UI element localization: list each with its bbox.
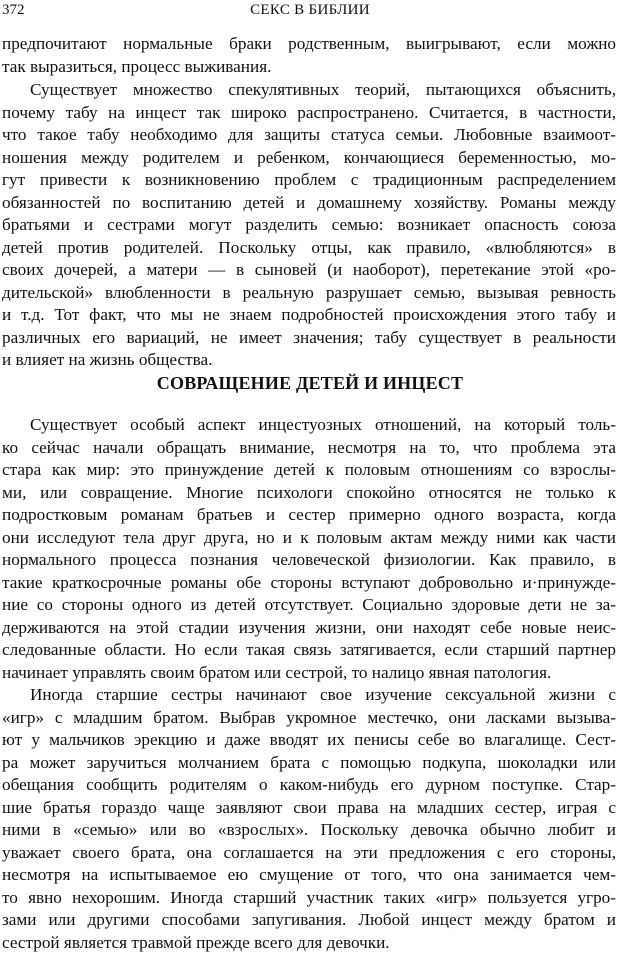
text-line: так выразиться, процесс выживания. xyxy=(2,56,616,79)
paragraph-child-seduction xyxy=(2,414,616,684)
text-line: и влияет на жизнь общества. xyxy=(2,349,616,372)
text-line: гут привести к возникновению проблем с традиционным распределением xyxy=(2,169,616,192)
text-line: ними в «семью» или во «взрослых». Поскольку девочка обычно любит и xyxy=(2,819,616,842)
text-line: нормального процесса познания человеческой физиологии. Как правило, в xyxy=(2,549,616,572)
text-line: ко сейчас начали обращать внимание, несмотря на то, что проблема эта xyxy=(2,437,616,460)
paragraph-sibling-games xyxy=(2,684,616,954)
section-heading: СОВРАЩЕНИЕ ДЕТЕЙ И ИНЦЕСТ xyxy=(0,371,620,395)
text-line: Существует множество спекулятивных теорий, пытающихся объяснить, xyxy=(2,79,616,102)
text-line: ра может заручиться молчанием брата с помощью подкупа, шоколадки или xyxy=(2,752,616,775)
text-line: держиваются на этой стадии изучения жизни, они находят себе новые неис- xyxy=(2,617,616,640)
running-header xyxy=(0,0,620,20)
text-line: сестрой является травмой прежде всего для девочки. xyxy=(2,932,616,954)
text-line: Существует особый аспект инцестуозных отношений, на который толь- xyxy=(2,414,616,437)
paragraph-continuation xyxy=(2,33,616,78)
text-line: Иногда старшие сестры начинают свое изучение сексуальной жизни с xyxy=(2,684,616,707)
text-line: стара как мир: это принуждение детей к половым отношениям со взрослы- xyxy=(2,459,616,482)
text-line: ние со стороны одного из детей отсутствует. Социально здоровые дети не за- xyxy=(2,594,616,617)
text-line: уважает своего брата, она соглашается на эти предложения с его стороны, xyxy=(2,842,616,865)
text-line: дительской» влюбленности в реальную разрушает семью, вызывая ревность xyxy=(2,282,616,305)
text-line: различных его вариаций, не имеет значения; табу существует в реальности xyxy=(2,327,616,350)
text-line: детей против родителей. Поскольку отцы, как правило, «влюбляются» в xyxy=(2,237,616,260)
text-line: ют у мальчиков эрекцию и даже вводят их пенисы себе во влагалище. Сест- xyxy=(2,729,616,752)
text-line: своих дочерей, а матери — в сыновей (и наоборот), перетекание этой «ро- xyxy=(2,259,616,282)
text-line: начинает управлять своим братом или сестрой, то налицо явная патология. xyxy=(2,662,616,685)
paragraph-taboo-theories xyxy=(2,79,616,372)
text-line: следованные области. Но если такая связь затягивается, если старший партнер xyxy=(2,639,616,662)
text-line: предпочитают нормальные браки родственным, выигрывают, если можно xyxy=(2,33,616,56)
text-line: то явно нехорошим. Иногда старший участник таких «игр» пользуется угро- xyxy=(2,887,616,910)
text-line: шие братья гораздо чаще заявляют свои права на младших сестер, играя с xyxy=(2,797,616,820)
text-line: братьями и сестрами могут разделить семью: возникает опасность союза xyxy=(2,214,616,237)
text-line: ношения между родителем и ребенком, кончающиеся беременностью, мо- xyxy=(2,147,616,170)
text-line: ми, или совращение. Многие психологи спокойно относятся не только к xyxy=(2,482,616,505)
text-line: несмотря на испытываемое ею смущение от того, что она занимается чем- xyxy=(2,864,616,887)
text-line: почему табу на инцест так широко распространено. Считается, в частности, xyxy=(2,102,616,125)
text-line: что такое табу необходимо для защиты статуса семьи. Любовные взаимоот- xyxy=(2,124,616,147)
text-line: обещания сообщить родителям о каком-нибудь его дурном поступке. Стар- xyxy=(2,774,616,797)
text-line: такие краткосрочные романы обе стороны вступают добровольно и·принужде- xyxy=(2,572,616,595)
text-line: подростковым романам братьев и сестер примерно одного возраста, когда xyxy=(2,504,616,527)
text-line: «игр» с младшим братом. Выбрав укромное местечко, они ласками вызыва- xyxy=(2,707,616,730)
text-line: обязанностей по воспитанию детей и домашнему хозяйству. Романы между xyxy=(2,192,616,215)
text-line: и т.д. Тот факт, что мы не знаем подробностей происхождения этого табу и xyxy=(2,304,616,327)
page-number: 372 xyxy=(2,0,25,20)
text-line: зами или другими способами запугивания. Любой инцест между братом и xyxy=(2,909,616,932)
text-line: они исследуют тела друг друга, но и к половым актам между ними как части xyxy=(2,527,616,550)
running-title: СЕКС В БИБЛИИ xyxy=(0,0,620,20)
